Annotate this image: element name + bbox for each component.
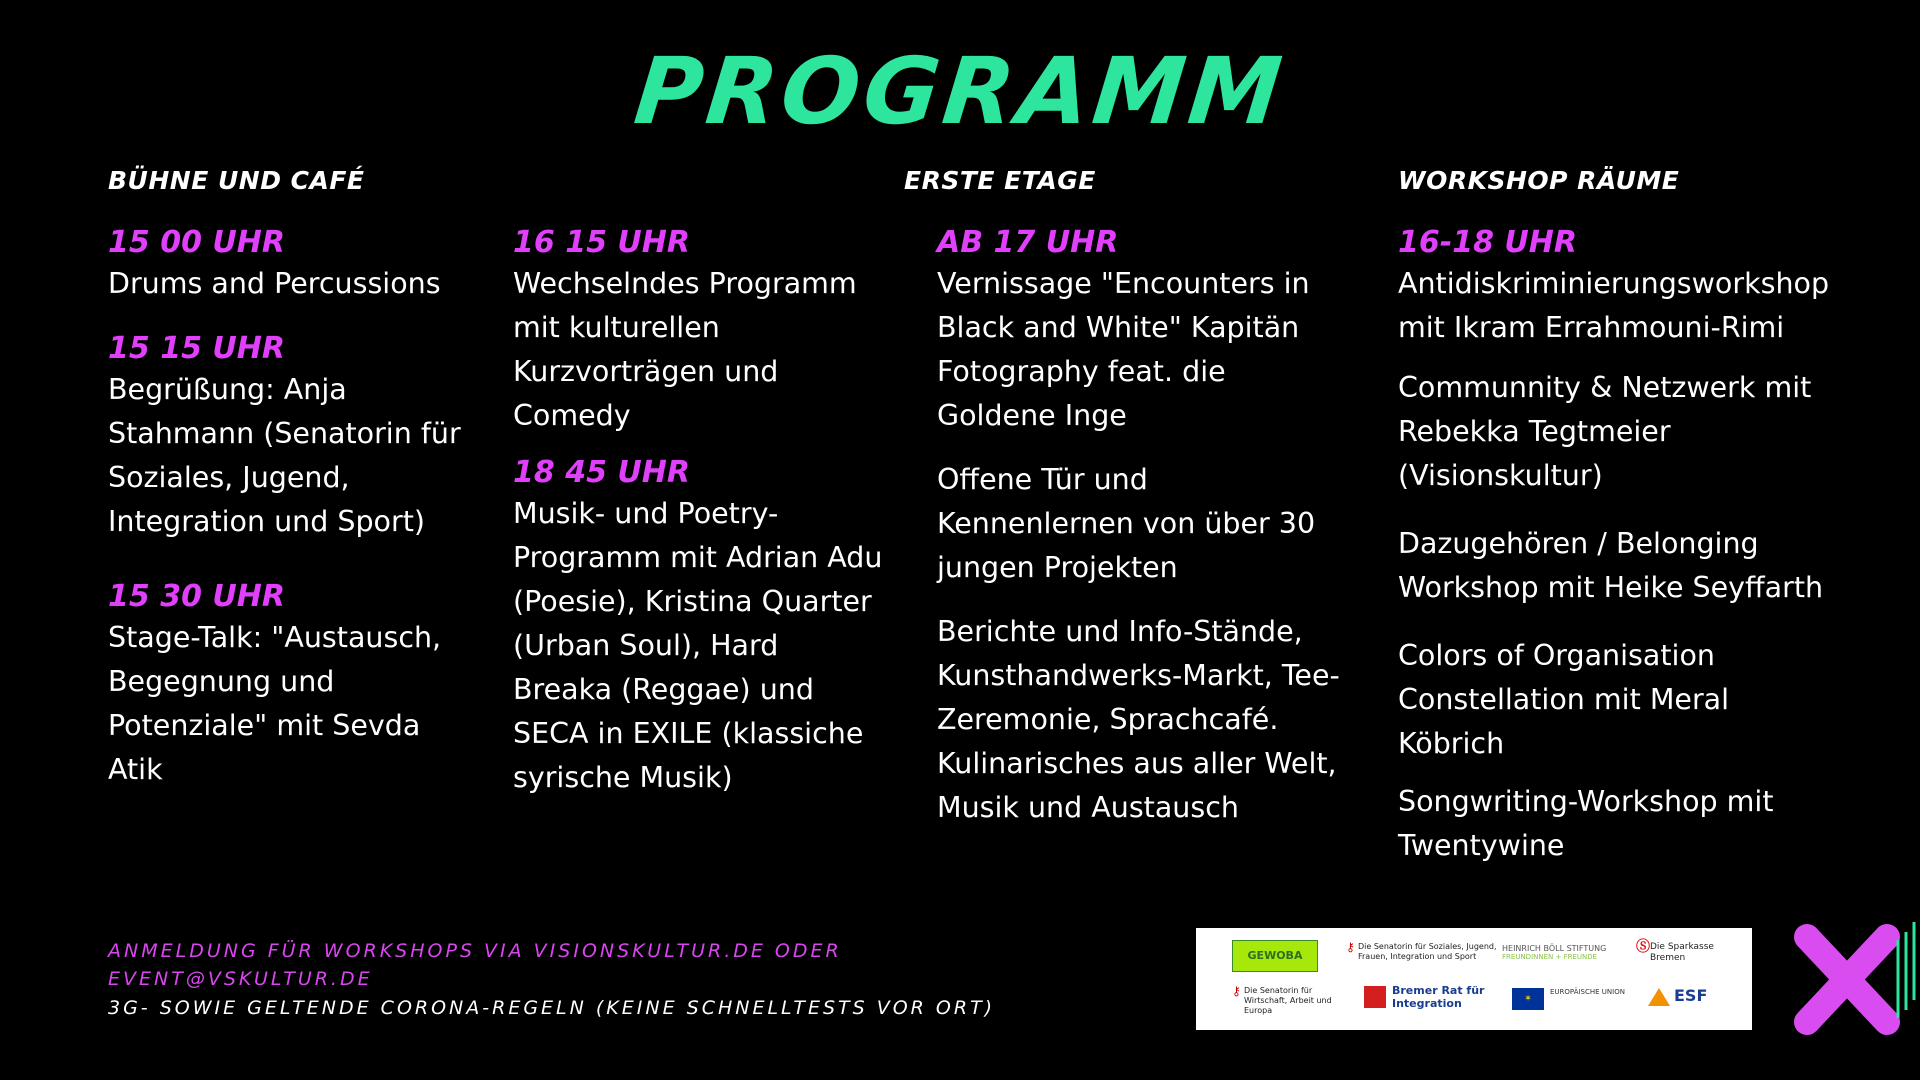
sponsor-logos [1196, 928, 1752, 1030]
boell-logo: HEINRICH BÖLL STIFTUNG FREUNDINNEN + FREUNDE [1502, 944, 1607, 961]
program-text: Begrüßung: Anja Stahmann (Senatorin für Soziales, Jugend, Integration und Sport) [108, 373, 461, 538]
footer-email: EVENT@VSKULTUR.DE [108, 968, 373, 990]
program-item [513, 224, 883, 438]
program-text: Wechselndes Programm mit kulturellen Kurzvorträgen und Comedy [513, 267, 857, 432]
bremen-key-icon: ⚷ [1346, 940, 1355, 954]
bremer-rat-logo: Bremer Rat für Integration [1364, 984, 1512, 1010]
program-text: Dazugehören / Belonging Workshop mit Heike Seyffarth [1398, 527, 1824, 604]
sparkasse-icon: Ⓢ [1636, 939, 1650, 955]
column-heading-buehne: BÜHNE UND CAFÉ [108, 166, 365, 195]
program-time: 15 00 UHR [108, 225, 285, 260]
bremen-key-icon: ⚷ [1232, 984, 1241, 998]
senatorin-wirtschaft-logo: ⚷ Die Senatorin für Wirtschaft, Arbeit und Europa [1232, 984, 1332, 1015]
esf-logo: ESF [1648, 986, 1707, 1005]
program-text: Drums and Percussions [108, 267, 441, 300]
column-heading-workshop: WORKSHOP RÄUME [1398, 166, 1680, 195]
sparkasse-logo: Ⓢ Die Sparkasse Bremen [1636, 939, 1714, 963]
program-time: 15 30 UHR [108, 579, 285, 614]
column-heading-erste-etage: ERSTE ETAGE [904, 166, 1096, 195]
senatorin-soziales-logo: ⚷ Die Senatorin für Soziales, Jugend, Frauen, Integration und Sport [1346, 940, 1497, 961]
footer-registration: ANMELDUNG FÜR WORKSHOPS VIA VISIONSKULTUR.DE ODER [108, 940, 842, 962]
page-title: PROGRAMM [629, 38, 1291, 145]
program-time: AB 17 UHR [937, 225, 1119, 260]
program-time: 15 15 UHR [108, 331, 285, 366]
program-text: Offene Tür und Kennenlernen von über 30 jungen Projekten [937, 463, 1316, 584]
program-text: Berichte und Info-Stände, Kunsthandwerks-Markt, Tee-Zeremonie, Sprachcafé. Kulinarisches aus aller Welt, Musik und Austausch [937, 615, 1340, 824]
program-text: Colors of Organisation Constellation mit Meral Köbrich [1398, 639, 1730, 760]
program-group-erste-etage [937, 224, 1347, 830]
gewoba-logo: GEWOBA [1232, 940, 1318, 972]
program-item [108, 224, 488, 306]
program-group-workshops [1398, 224, 1838, 868]
program-time: 18 45 UHR [513, 455, 690, 490]
program-text: Communnity & Netzwerk mit Rebekka Tegtmeier (Visionskultur) [1398, 371, 1812, 492]
program-item [513, 454, 883, 800]
program-item [108, 578, 448, 792]
program-time: 16 15 UHR [513, 225, 690, 260]
program-text: Stage-Talk: "Austausch, Begegnung und Potenziale" mit Sevda Atik [108, 621, 442, 786]
eu-flag-icon: ✶ [1512, 988, 1544, 1010]
eu-logo: ✶ EUROPÄISCHE UNION [1512, 988, 1625, 996]
program-item [108, 330, 488, 544]
program-text: Musik- und Poetry-Programm mit Adrian Adu (Poesie), Kristina Quarter (Urban Soul), Hard Breaka (Reggae) und SECA in EXILE (klassiche syrische Musik) [513, 497, 883, 794]
program-text: Antidiskriminierungsworkshop mit Ikram Errahmouni-Rimi [1398, 267, 1830, 344]
program-text: Vernissage "Encounters in Black and White" Kapitän Fotography feat. die Goldene Inge [937, 267, 1310, 432]
program-time: 16-18 UHR [1398, 225, 1577, 260]
esf-icon [1648, 988, 1670, 1006]
footer-corona-rules: 3G- SOWIE GELTENDE CORONA-REGELN (KEINE SCHNELLTESTS VOR ORT) [108, 997, 996, 1019]
bremer-rat-icon [1364, 986, 1386, 1008]
cross-logo-icon [1792, 922, 1920, 1052]
program-text: Songwriting-Workshop mit Twentywine [1398, 785, 1774, 862]
